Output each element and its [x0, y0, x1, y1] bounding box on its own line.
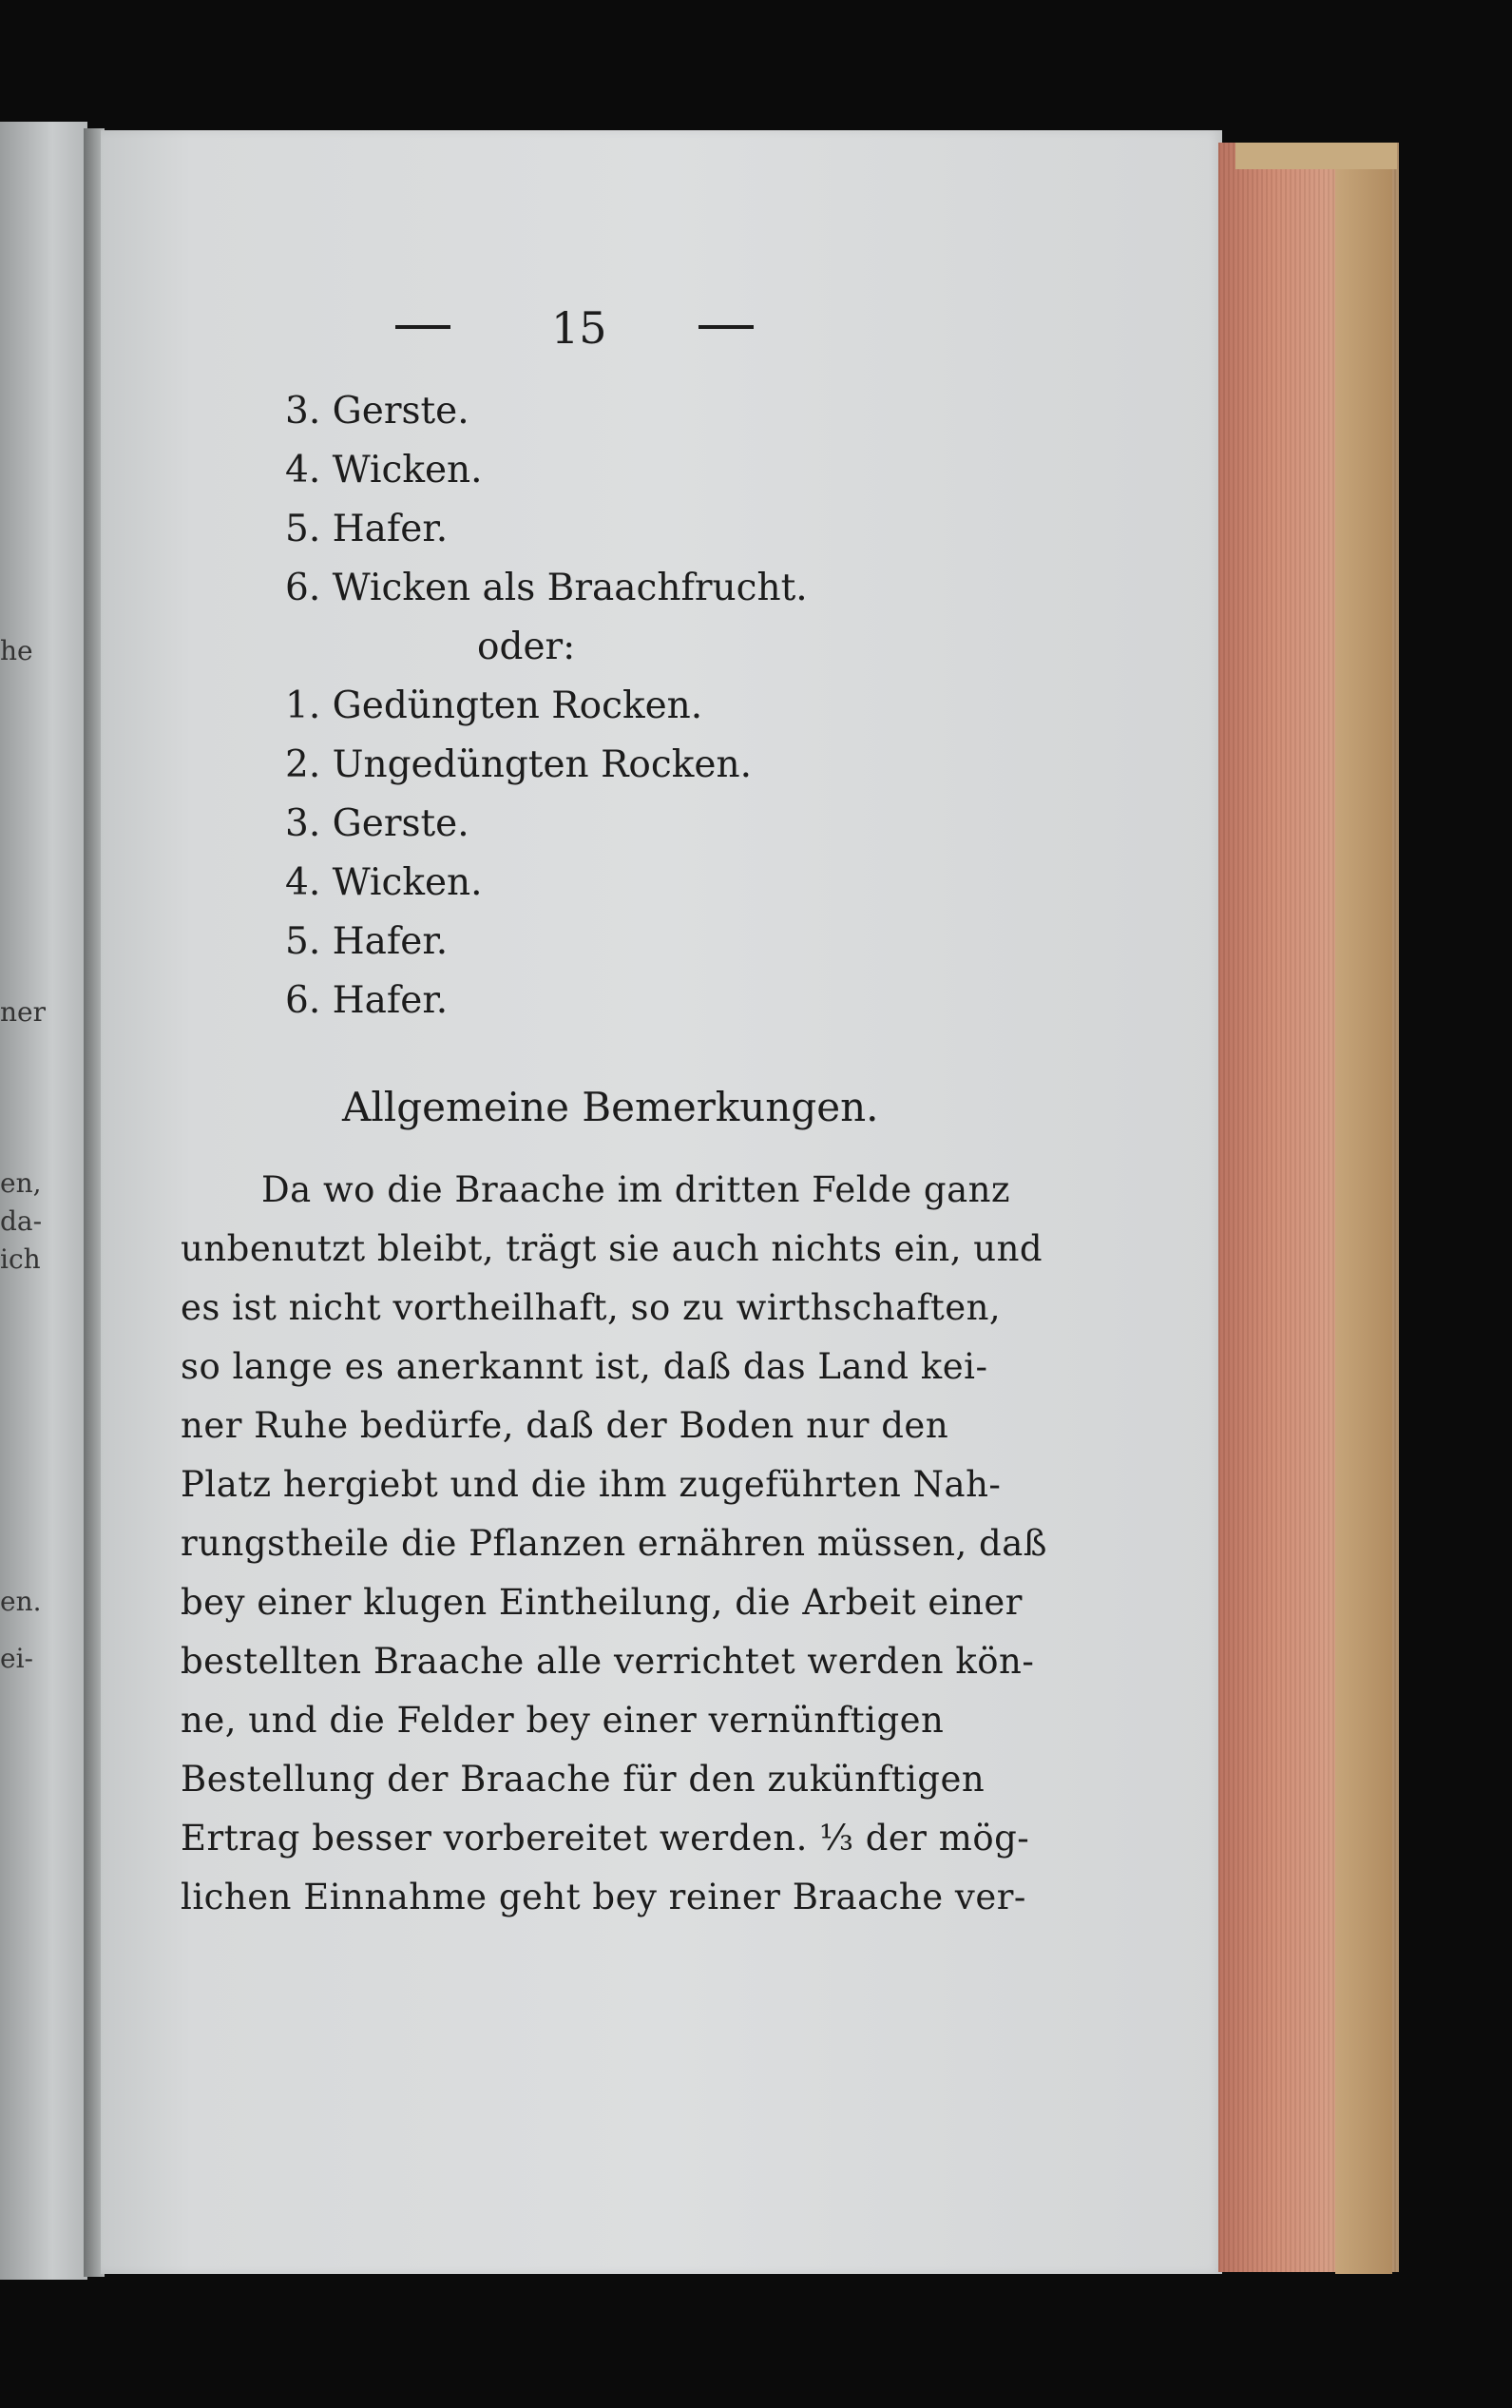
- list-item: 5. Hafer.: [285, 508, 449, 550]
- paragraph-line: Ertrag besser vorbereitet werden. ⅓ der mög-: [181, 1818, 1030, 1859]
- header-dash-left: [395, 325, 450, 329]
- list-item: 6. Wicken als Braachfrucht.: [285, 567, 808, 609]
- list-item: 4. Wicken.: [285, 861, 483, 904]
- paragraph-line: lichen Einnahme geht bey reiner Braache ver-: [181, 1877, 1026, 1917]
- paragraph-line: ne, und die Felder bey einer vernünftigen: [181, 1700, 945, 1741]
- left-page-fragment: en.: [0, 1586, 42, 1617]
- paragraph-line: bey einer klugen Eintheilung, die Arbeit einer: [181, 1582, 1023, 1623]
- list-item: 3. Gerste.: [285, 802, 469, 845]
- left-page: [0, 122, 87, 2280]
- paragraph-line: bestellten Braache alle verrichtet werden kön-: [181, 1641, 1035, 1682]
- list-item: 4. Wicken.: [285, 449, 483, 491]
- left-page-fragment: ich: [0, 1243, 41, 1275]
- paragraph-line: Platz hergiebt und die ihm zugeführten Nah-: [181, 1464, 1002, 1505]
- left-page-fragment: he: [0, 635, 33, 666]
- left-page-fragment: da-: [0, 1205, 43, 1237]
- paragraph-line: Bestellung der Braache für den zukünftigen: [181, 1759, 986, 1800]
- left-page-fragment: ner: [0, 996, 46, 1028]
- paragraph-line: Da wo die Braache im dritten Felde ganz: [261, 1169, 1010, 1210]
- paragraph-line: unbenutzt bleibt, trägt sie auch nichts ein, und: [181, 1228, 1043, 1269]
- paragraph-line: rungstheile die Pflanzen ernähren müssen, daß: [181, 1523, 1047, 1564]
- book-cover-top: [1235, 143, 1397, 169]
- paragraph-line: so lange es anerkannt ist, daß das Land kei-: [181, 1346, 988, 1387]
- separator-text: oder:: [477, 626, 576, 668]
- header-dash-right: [699, 325, 754, 329]
- paragraph-line: ner Ruhe bedürfe, daß der Boden nur den: [181, 1405, 949, 1446]
- list-item: 6. Hafer.: [285, 979, 449, 1022]
- book-cover: [1335, 144, 1392, 2274]
- list-item: 5. Hafer.: [285, 920, 449, 963]
- section-heading: Allgemeine Bemerkungen.: [342, 1084, 879, 1130]
- page-header: [380, 302, 779, 359]
- list-item: 1. Gedüngten Rocken.: [285, 684, 703, 727]
- list-item: 2. Ungedüngten Rocken.: [285, 743, 752, 786]
- list-item: 3. Gerste.: [285, 390, 469, 433]
- left-page-fragment: ei-: [0, 1643, 33, 1674]
- page-number: 15: [551, 302, 607, 354]
- paragraph-line: es ist nicht vortheilhaft, so zu wirthschaften,: [181, 1287, 1002, 1328]
- left-page-fragment: en,: [0, 1167, 42, 1199]
